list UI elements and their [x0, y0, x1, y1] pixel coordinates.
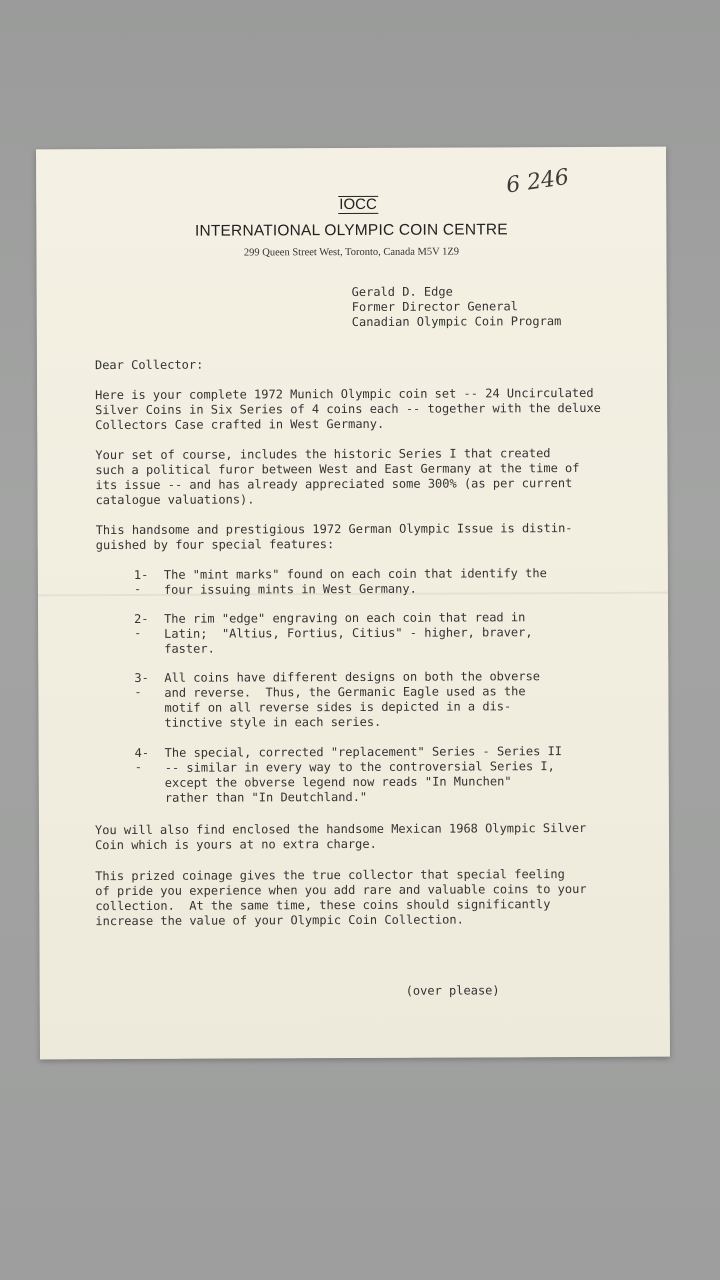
letter-page [36, 147, 670, 1060]
feature-text: The rim "edge" engraving on each coin that read in Latin; "Altius, Fortius, Citius" - higher, braver, faster. [164, 610, 533, 656]
feature-text: The "mint marks" found on each coin that identify the four issuing mints in West Germany. [163, 566, 547, 597]
handwritten-note: 6 246 [504, 164, 571, 199]
signature-block: Gerald D. Edge Former Director General Canadian Olympic Coin Program [351, 284, 562, 330]
feature-text: The special, corrected "replacement" Series - Series II -- similar in every way to the controversial Series I, except the obverse legend now reads "In Munchen" rather than "In Deutchland." [164, 744, 563, 805]
paragraph-3: This handsome and prestigious 1972 German Olympic Issue is distin- guished by four special features: [95, 521, 573, 553]
organization-address: 299 Queen Street West, Toronto, Canada M5V 1Z9 [243, 246, 460, 259]
paragraph-5: This prized coinage gives the true collector that special feeling of pride you experience when you add rare and valuable coins to your collection. At the same time, these coins should significantly increase the value of your Olympic Coin Collection. [95, 867, 587, 929]
iocc-logo: IOCC [339, 195, 377, 214]
feature-number: 2-- [134, 611, 149, 640]
paragraph-1: Here is your complete 1972 Munich Olympic coin set -- 24 Uncirculated Silver Coins in Six Series of 4 coins each -- together with the deluxe Collectors Case crafted in West Germany. [95, 385, 601, 433]
organization-name: INTERNATIONAL OLYMPIC COIN CENTRE [194, 221, 508, 240]
over-please-note: (over please) [405, 983, 500, 998]
salutation: Dear Collector: [94, 357, 204, 373]
feature-text: All coins have different designs on both the obverse and reverse. Thus, the Germanic Eagle used as the motif on all reverse sides is depicted in a dis- tinctive style in each series. [164, 669, 541, 730]
paragraph-2: Your set of course, includes the historic Series I that created such a political furor between West and East Germany at the time of its issue -- and has already appreciated some 300% (as per current catalogue valuations). [95, 446, 580, 508]
feature-number: 4-- [134, 745, 150, 774]
paragraph-4: You will also find enclosed the handsome Mexican 1968 Olympic Silver Coin which is yours at no extra charge. [94, 820, 587, 853]
feature-number: 3-- [134, 670, 149, 699]
feature-number: 1-- [133, 567, 149, 596]
